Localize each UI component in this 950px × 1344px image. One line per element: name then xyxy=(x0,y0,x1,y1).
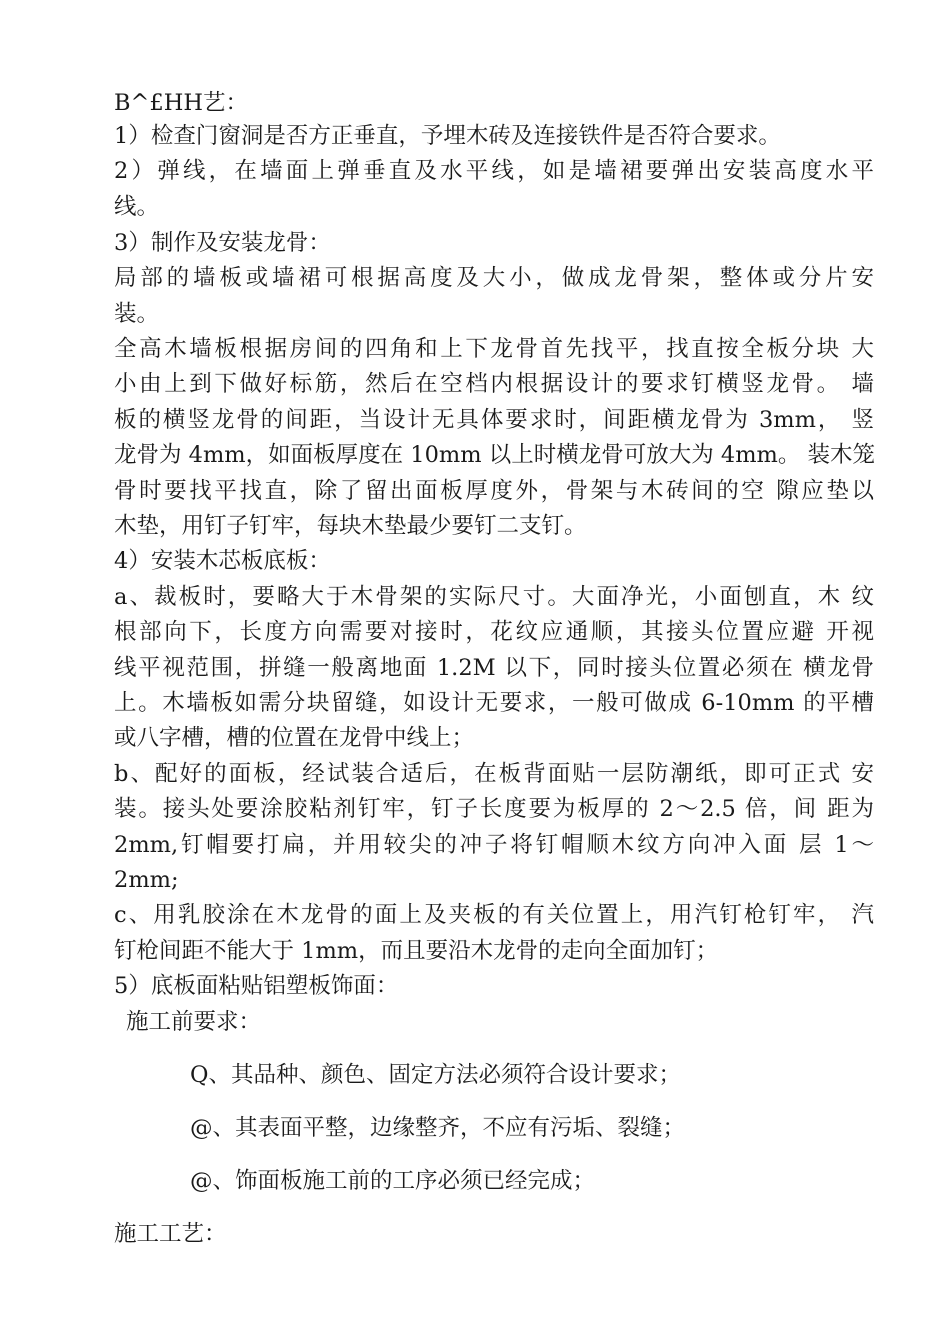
section-heading: 施工工艺： xyxy=(114,1221,227,1247)
text-line: 小由上到下做好标筋，然后在空档内根据设计的要求钉横竖龙骨。 墙 xyxy=(114,371,874,397)
list-item: @、饰面板施工前的工序必须已经完成； xyxy=(190,1168,596,1194)
text-line: 钉枪间距不能大于 1mm，而且要沿木龙骨的走向全面加钉； xyxy=(114,938,719,964)
text-line: 5）底板面粘贴铝塑板饰面： xyxy=(114,973,399,999)
text-line: 装。接头处要涂胶粘剂钉牢，钉子长度要为板厚的 2〜2.5 倍，间 距为 xyxy=(114,796,874,822)
text-line: 2mm; xyxy=(114,867,179,893)
text-line: c、用乳胶涂在木龙骨的面上及夹板的有关位置上，用汽钉枪钉牢， 汽 xyxy=(114,902,874,928)
text-line: 装。 xyxy=(114,301,160,327)
text-line: b、配好的面板，经试装合适后，在板背面贴一层防潮纸，即可正式 安 xyxy=(114,761,874,787)
text-line: 4）安装木芯板底板： xyxy=(114,548,331,574)
text-line: 线平视范围，拼缝一般离地面 1.2M 以下，同时接头位置必须在 横龙骨 xyxy=(114,655,874,681)
subheading: 施工前要求： xyxy=(126,1009,262,1035)
text-line: a、裁板时，要略大于木骨架的实际尺寸。大面净光，小面刨直，木 纹 xyxy=(114,584,874,610)
text-line: 木垫，用钉子钉牢，每块木垫最少要钉二支钉。 xyxy=(114,513,587,539)
text-line: 局部的墙板或墙裙可根据高度及大小，做成龙骨架，整体或分片安 xyxy=(114,265,874,291)
text-line: 3）制作及安装龙骨： xyxy=(114,230,331,256)
text-line: 或八字槽，槽的位置在龙骨中线上； xyxy=(114,725,475,751)
text-line: 骨时要找平找直，除了留出面板厚度外，骨架与木砖间的空 隙应垫以 xyxy=(114,478,874,504)
text-line: 板的横竖龙骨的间距，当设计无具体要求时，间距横龙骨为 3mm， 竖 xyxy=(114,407,874,433)
text-line: 1）检查门窗洞是否方正垂直，予埋木砖及连接铁件是否符合要求。 xyxy=(114,123,781,149)
text-line: 根部向下，长度方向需要对接时，花纹应通顺，其接头位置应避 开视 xyxy=(114,619,874,645)
text-line: 上。木墙板如需分块留缝，如设计无要求，一般可做成 6-10mm 的平槽 xyxy=(114,690,874,716)
text-line: 2mm,钉帽要打扁，并用较尖的冲子将钉帽顺木纹方向冲入面 层 1〜 xyxy=(114,832,874,858)
list-item: Q、其品种、颜色、固定方法必须符合设计要求； xyxy=(190,1062,681,1088)
text-line: 全高木墙板根据房间的四角和上下龙骨首先找平，找直按全板分块 大 xyxy=(114,336,874,362)
text-line: 2）弹线，在墙面上弹垂直及水平线，如是墙裙要弹出安装高度水平 xyxy=(114,158,874,184)
list-item: @、其表面平整，边缘整齐，不应有污垢、裂缝； xyxy=(190,1115,686,1141)
text-line: 线。 xyxy=(114,194,160,220)
text-line: 龙骨为 4mm，如面板厚度在 10mm 以上时横龙骨可放大为 4mm。 装木笼 xyxy=(114,442,876,468)
section-heading: B^£HH艺： xyxy=(114,90,248,116)
